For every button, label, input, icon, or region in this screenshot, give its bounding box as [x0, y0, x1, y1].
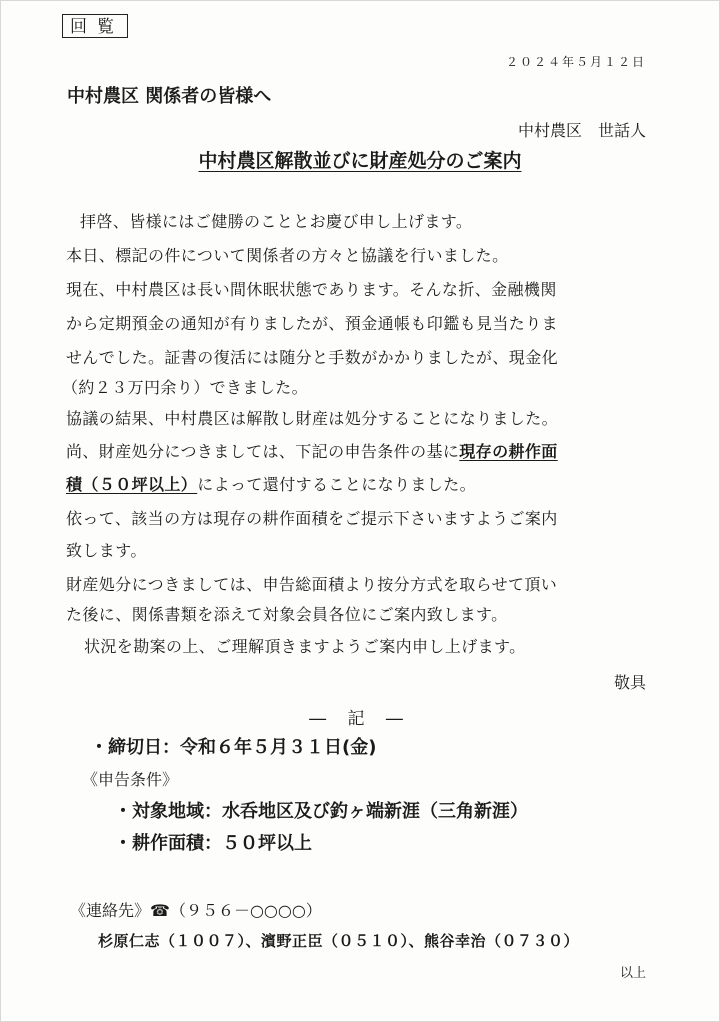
- deadline: ・締切日：令和６年５月３１日(金): [90, 737, 377, 758]
- body-line-9: [66, 475, 476, 495]
- document-date: ２０２４年５月１２日: [505, 55, 646, 69]
- notes-heading: ― 記 ―: [309, 709, 411, 729]
- body-line-11: 致します。: [66, 541, 147, 560]
- body-line-13: た後に、関係書類を添えて対象会員各位にご案内致します。: [66, 605, 508, 624]
- circular-stamp-label: 回覧: [62, 14, 128, 38]
- body-line-2: 本日、標記の件について関係者の方々と協議を行いました。: [66, 246, 509, 265]
- document-title-wrap: [0, 146, 720, 173]
- document-title: 中村農区解散並びに財産処分のご案内: [198, 150, 522, 172]
- contact-label: 《連絡先》: [70, 901, 151, 920]
- body-line-5: せんでした。証書の復活には随分と手数がかかりましたが、現金化: [66, 348, 559, 367]
- body-line-8: [66, 442, 558, 462]
- phone-icon: ☎（９５６－○○○○）: [150, 901, 322, 920]
- body-line-12: 財産処分につきましては、申告総面積より按分方式を取らせて頂い: [66, 575, 558, 594]
- closing-keigu: 敬具: [613, 673, 646, 692]
- body-line-7: 協議の結果、中村農区は解散し財産は処分することになりました。: [66, 409, 559, 428]
- body-line-8-text: 尚、財産処分につきましては、下記の申告条件の基に: [66, 442, 460, 461]
- body-line-9-text: によって還付することになりました。: [197, 475, 477, 494]
- addressee: 中村農区 関係者の皆様へ: [67, 86, 272, 107]
- highlight-current-area: 現存の耕作面: [459, 442, 558, 461]
- highlight-area-condition: 積（５０坪以上）: [66, 475, 198, 494]
- body-line-10: 依って、該当の方は現存の耕作面積をご提示下さいますようご案内: [66, 509, 558, 528]
- body-line-3: 現在、中村農区は長い間休眠状態であります。そんな折、金融機関: [66, 280, 557, 299]
- sender: 中村農区 世話人: [517, 121, 646, 140]
- contact-line: [70, 898, 322, 921]
- condition-target-area: ・対象地域：水呑地区及び釣ヶ端新涯（三角新涯）: [114, 801, 528, 822]
- body-line-1: 拝啓、皆様にはご健勝のこととお慶び申し上げます。: [80, 212, 473, 231]
- body-line-4: から定期預金の通知が有りましたが、預金通帳も印鑑も見当たりま: [66, 314, 559, 333]
- conditions-heading: 《申告条件》: [82, 770, 179, 789]
- contact-names: 杉原仁志（１００７）、濱野正臣（０５１０）、熊谷幸治（０７３０）: [98, 932, 580, 950]
- condition-farm-area: ・耕作面積：５０坪以上: [114, 833, 312, 854]
- body-line-6: （約２３万円余り）できました。: [62, 378, 309, 397]
- body-line-14: 状況を勘案の上、ご理解頂きますようご案内申し上げます。: [84, 637, 526, 656]
- end-mark: 以上: [619, 966, 646, 981]
